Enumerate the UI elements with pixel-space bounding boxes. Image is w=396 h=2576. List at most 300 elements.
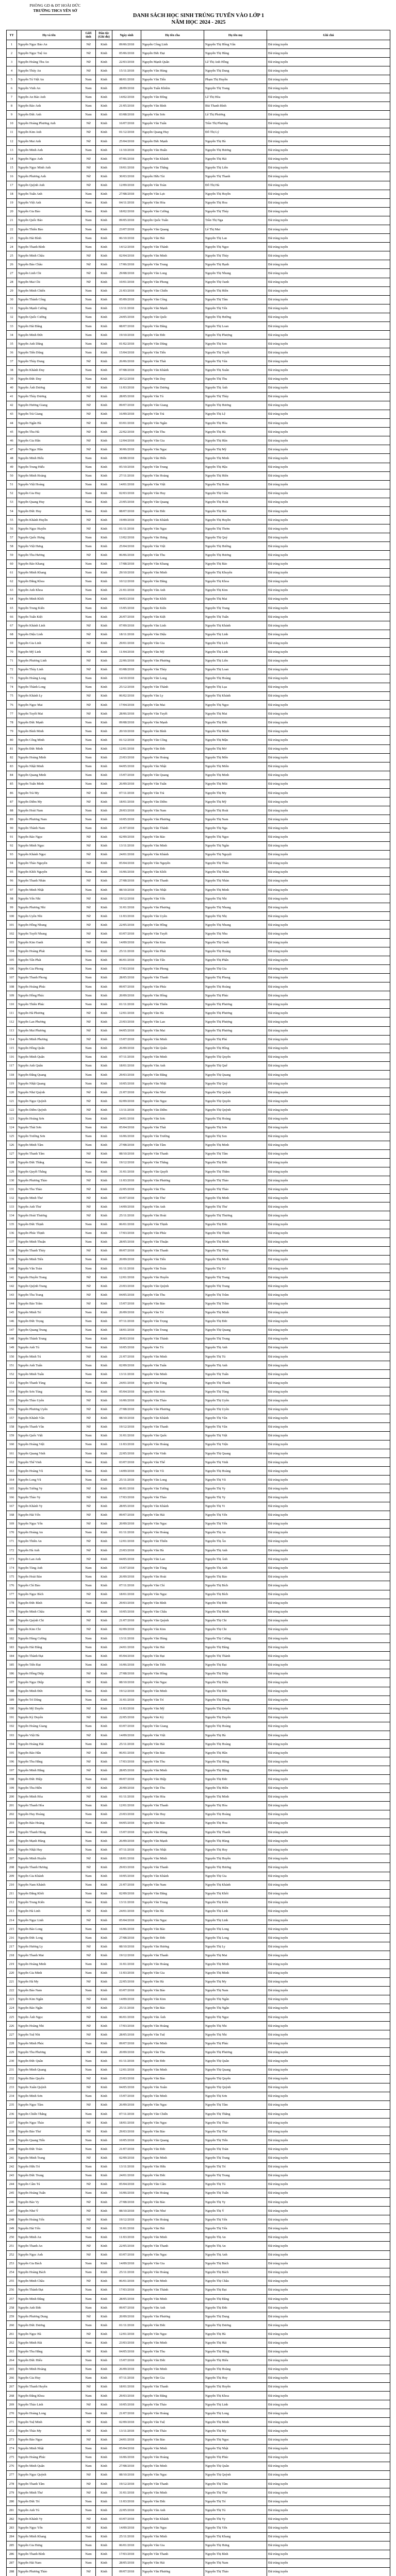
table-row [7,1158,390,1167]
cell-student-name: Nguyễn Phương Linh [17,656,81,665]
cell-ethnicity: Kinh [96,2506,112,2515]
cell-index: 4 [7,66,17,75]
cell-birthdate: 30/03/2018 [112,172,141,181]
cell-ethnicity: Kinh [96,2330,112,2338]
cell-gender: Nam [81,1114,96,1123]
table-row [7,568,390,577]
cell-mother-name: Nguyễn Thị Hải [204,2338,267,2347]
cell-birthdate: 17/03/2018 [112,1229,141,1238]
cell-mother-name: Nguyễn Thị Anh [204,2250,267,2259]
cell-birthdate: 15/07/2018 [112,1035,141,1044]
cell-mother-name: Nguyễn Thị Mến [204,753,267,762]
cell-index: 51 [7,480,17,489]
cell-birthdate: 02/09/2018 [112,833,141,841]
cell-birthdate: 07/08/2018 [112,366,141,375]
cell-note: Đã trúng tuyển [267,1757,390,1766]
cell-gender: Nam [81,2462,96,2470]
cell-gender: Nam [81,1934,96,1942]
cell-ethnicity: Kinh [96,2532,112,2541]
cell-birthdate: 13/11/2018 [112,1370,141,1379]
cell-index: 226 [7,2022,17,2030]
cell-father-name: Nguyễn Văn Hồng [141,1669,204,1678]
cell-gender: Nữ [81,841,96,850]
cell-note: Đã trúng tuyển [267,604,390,613]
cell-mother-name: Nguyễn Thị My [204,788,267,797]
table-row [7,2523,390,2532]
cell-student-name: Nguyễn Thanh An [17,2242,81,2250]
cell-note: Đã trúng tuyển [267,2321,390,2330]
cell-ethnicity: Kinh [96,1291,112,1299]
cell-student-name: Nguyễn Tuấn Anh [17,190,81,198]
cell-student-name: Nguyễn Thanh Vân [17,1422,81,1431]
cell-index: 2 [7,49,17,58]
cell-note: Đã trúng tuyển [267,2215,390,2224]
cell-ethnicity: Kinh [96,2392,112,2400]
cell-student-name: Nguyễn Hoàng Vũ [17,1467,81,1476]
cell-note: Đã trúng tuyển [267,489,390,498]
cell-father-name: Nguyễn Văn Hoàng [141,471,204,480]
cell-index: 177 [7,1590,17,1599]
cell-student-name: Nguyễn Thiên An [17,1537,81,1546]
cell-birthdate: 18/08/2018 [112,454,141,463]
cell-mother-name: Nguyễn Thị Mùi [204,779,267,788]
cell-father-name: Nguyễn Văn Minh [141,1352,204,1361]
cell-ethnicity: Kinh [96,322,112,331]
cell-index: 87 [7,798,17,806]
cell-birthdate: 23/03/2018 [112,1282,141,1291]
cell-ethnicity: Kinh [96,2092,112,2100]
cell-index: 111 [7,1009,17,1018]
cell-index: 146 [7,1317,17,1326]
cell-student-name: Nguyễn Hà Linh [17,1907,81,1916]
cell-student-name: Nguyễn Minh Đức [17,331,81,340]
table-row [7,357,390,366]
cell-student-name: Nguyễn Minh Tuấn [17,1370,81,1379]
cell-gender: Nam [81,982,96,991]
cell-note: Đã trúng tuyển [267,2013,390,2022]
cell-note: Đã trúng tuyển [267,1229,390,1238]
cell-ethnicity: Kinh [96,101,112,110]
cell-father-name: Nguyễn Văn Bảo [141,1749,204,1757]
table-row [7,1863,390,1872]
cell-mother-name: Nguyễn Thị Oanh [204,938,267,947]
cell-gender: Nam [81,1872,96,1880]
cell-birthdate: 27/08/2018 [112,2462,141,2470]
cell-student-name: Nguyễn Thanh Tùng [17,1379,81,1387]
cell-gender: Nữ [81,709,96,718]
header-underline [40,14,71,15]
cell-student-name: Nguyễn Minh Hiếu [17,454,81,463]
cell-index: 98 [7,894,17,903]
cell-mother-name: Trần Thị Nga [204,216,267,225]
cell-gender: Nữ [81,903,96,912]
col-header-note: Ghi chú [267,30,390,40]
cell-mother-name: Nguyễn Thị Loan [204,322,267,331]
cell-mother-name: Nguyễn Thị Tú [204,1352,267,1361]
cell-note: Đã trúng tuyển [267,2048,390,2057]
cell-birthdate: 18/01/2018 [112,1061,141,1070]
cell-ethnicity: Kinh [96,2497,112,2506]
cell-birthdate: 19/12/2018 [112,2479,141,2488]
col-header-mother: Họ tên mẹ [204,30,267,40]
cell-note: Đã trúng tuyển [267,709,390,718]
table-row [7,1889,390,1898]
cell-father-name: Nguyễn Công Linh [141,40,204,49]
cell-note: Đã trúng tuyển [267,1370,390,1379]
cell-birthdate: 17/03/2018 [112,2022,141,2030]
cell-note: Đã trúng tuyển [267,1564,390,1572]
cell-ethnicity: Kinh [96,1422,112,1431]
cell-note: Đã trúng tuyển [267,2259,390,2268]
table-row [7,921,390,929]
cell-mother-name: Nguyễn Thị Hoàng [204,1114,267,1123]
cell-index: 90 [7,824,17,833]
cell-note: Đã trúng tuyển [267,1405,390,1414]
cell-note: Đã trúng tuyển [267,58,390,66]
cell-mother-name: Nguyễn Thị Thảo [204,1185,267,1194]
cell-index: 1 [7,40,17,49]
table-row [7,1493,390,1502]
cell-birthdate: 11/03/2018 [112,1440,141,1449]
cell-note: Đã trúng tuyển [267,2392,390,2400]
cell-gender: Nữ [81,260,96,269]
cell-father-name: Nguyễn Văn Mai [141,701,204,709]
cell-mother-name: Nguyễn Thị Bích [204,1590,267,1599]
cell-ethnicity: Kinh [96,1035,112,1044]
table-row [7,2374,390,2382]
cell-index: 39 [7,375,17,383]
cell-student-name: Nguyễn Mỹ Linh [17,648,81,656]
cell-ethnicity: Kinh [96,621,112,630]
cell-student-name: Nguyễn Ngọc Huyền [17,524,81,533]
cell-gender: Nữ [81,1995,96,2004]
cell-gender: Nam [81,1238,96,1246]
cell-mother-name: Nguyễn Thị Tuấn [204,613,267,621]
table-row [7,1026,390,1035]
cell-father-name: Nguyễn Văn Kim [141,1995,204,2004]
cell-note: Đã trúng tuyển [267,542,390,551]
cell-birthdate: 09/07/2018 [112,1775,141,1784]
cell-mother-name: Nguyễn Thị Hoàng [204,1810,267,1819]
cell-mother-name: Nguyễn Thị Tùng [204,1387,267,1396]
cell-father-name: Nguyễn Văn Mai [141,1026,204,1035]
cell-mother-name: Nguyễn Thị Hoài [204,806,267,815]
cell-note: Đã trúng tuyển [267,1907,390,1916]
cell-ethnicity: Kinh [96,1211,112,1220]
cell-mother-name: Nguyễn Thị Đăng [204,2295,267,2303]
cell-gender: Nữ [81,1202,96,1211]
cell-index: 44 [7,419,17,428]
cell-father-name: Nguyễn Văn Quang [141,225,204,233]
cell-index: 147 [7,1326,17,1334]
cell-student-name: Nguyễn Bảo Khang [17,560,81,568]
cell-ethnicity: Kinh [96,1740,112,1749]
cell-mother-name: Nguyễn Thị Quang [204,1070,267,1079]
cell-student-name: Nguyễn Khánh Ngọc [17,850,81,859]
cell-birthdate: 31/01/2018 [112,1696,141,1704]
cell-index: 245 [7,2189,17,2197]
cell-father-name: Nguyễn Văn Khánh [141,850,204,859]
cell-index: 14 [7,155,17,163]
cell-father-name: Nguyễn Văn Đăng [141,322,204,331]
cell-gender: Nữ [81,516,96,524]
cell-student-name: Nguyễn Thu Hiền [17,1784,81,1792]
table-row [7,40,390,49]
cell-birthdate: 25/11/2018 [112,2004,141,2012]
cell-mother-name: Nguyễn Thị Sơn [204,1123,267,1132]
cell-father-name: Nguyễn Văn Bảo [141,1819,204,1827]
cell-mother-name: Lê Thị Anh Hồng [204,58,267,66]
cell-gender: Nữ [81,1396,96,1405]
cell-father-name: Nguyễn Văn Tùng [141,1379,204,1387]
cell-note: Đã trúng tuyển [267,1202,390,1211]
cell-gender: Nữ [81,1246,96,1255]
cell-index: 225 [7,2013,17,2022]
cell-gender: Nam [81,216,96,225]
cell-gender: Nữ [81,2215,96,2224]
cell-father-name: Nguyễn Văn Thanh [141,2479,204,2488]
cell-mother-name: Nguyễn Thị Diệp [204,1669,267,1678]
cell-father-name: Nguyễn Văn Thanh [141,973,204,982]
cell-index: 8 [7,101,17,110]
cell-ethnicity: Kinh [96,551,112,560]
table-row [7,2382,390,2391]
cell-ethnicity: Kinh [96,595,112,603]
table-row [7,595,390,603]
cell-index: 179 [7,1607,17,1616]
cell-father-name: Nguyễn Đức Mạnh [141,137,204,146]
cell-gender: Nữ [81,2435,96,2444]
table-row [7,2532,390,2541]
cell-gender: Nữ [81,524,96,533]
cell-mother-name: Nguyễn Thị Minh [204,1960,267,1969]
cell-mother-name: Nguyễn Thị Hoàng [204,982,267,991]
table-row [7,1343,390,1352]
cell-gender: Nam [81,973,96,982]
cell-gender: Nam [81,1986,96,1995]
table-row [7,331,390,340]
cell-father-name: Nguyễn Văn Phương [141,815,204,824]
cell-index: 161 [7,1449,17,1458]
cell-index: 118 [7,1070,17,1079]
cell-gender: Nữ [81,1713,96,1722]
cell-index: 178 [7,1599,17,1607]
cell-ethnicity: Kinh [96,1784,112,1792]
cell-mother-name: Nguyễn Thị Thu [204,375,267,383]
cell-birthdate: 22/05/2018 [112,1713,141,1722]
cell-birthdate: 28/05/2018 [112,1766,141,1775]
cell-student-name: Nguyễn Sơn Tùng [17,1387,81,1396]
cell-father-name: Nguyễn Văn Khánh [141,1872,204,1880]
cell-student-name: Nguyễn Minh Ngọc [17,841,81,850]
cell-student-name: Nguyễn Thu Trang [17,1291,81,1299]
cell-birthdate: 22/05/2018 [112,1977,141,1986]
cell-index: 13 [7,146,17,155]
cell-ethnicity: Kinh [96,2057,112,2065]
cell-father-name: Nguyễn Văn Minh [141,2154,204,2162]
cell-mother-name: Nguyễn Thị Quỳnh [204,1106,267,1114]
cell-index: 107 [7,973,17,982]
cell-birthdate: 13/11/2018 [112,1634,141,1642]
cell-father-name: Nguyễn Văn Minh [141,1854,204,1863]
cell-gender: Nữ [81,419,96,428]
cell-index: 95 [7,868,17,876]
cell-note: Đã trúng tuyển [267,1079,390,1088]
cell-mother-name: Nguyễn Thị Hoa [204,198,267,207]
cell-index: 271 [7,2418,17,2427]
cell-birthdate: 29/08/2018 [112,269,141,278]
cell-birthdate: 07/11/2018 [112,1581,141,1590]
cell-birthdate: 23/03/2018 [112,2338,141,2347]
cell-mother-name: Nguyễn Thị Hòa [204,1801,267,1810]
cell-student-name: Nguyễn Quỳnh Anh [17,181,81,190]
cell-father-name: Nguyễn Văn Long [141,269,204,278]
cell-index: 69 [7,639,17,648]
cell-father-name: Nguyễn Văn Mỹ [141,648,204,656]
cell-birthdate: 06/01/2018 [112,2541,141,2550]
table-row [7,1740,390,1749]
cell-student-name: Nguyễn Hoàng Nhi [17,2022,81,2030]
cell-birthdate: 23/03/2018 [112,753,141,762]
table-row [7,2515,390,2523]
cell-birthdate: 26/09/2018 [112,779,141,788]
cell-note: Đã trúng tuyển [267,1977,390,1986]
cell-ethnicity: Kinh [96,198,112,207]
cell-ethnicity: Kinh [96,1599,112,1607]
cell-student-name: Nguyễn Hồng Quân [17,1044,81,1053]
table-row [7,454,390,463]
cell-ethnicity: Kinh [96,648,112,656]
cell-ethnicity: Kinh [96,1995,112,2004]
cell-mother-name: Nguyễn Thị Vy [204,2197,267,2206]
cell-student-name: Nguyễn Ánh Ngọc [17,2013,81,2022]
cell-gender: Nữ [81,648,96,656]
cell-mother-name: Đỗ Thị Lý [204,128,267,137]
table-row [7,876,390,885]
cell-note: Đã trúng tuyển [267,1238,390,1246]
cell-note: Đã trúng tuyển [267,806,390,815]
cell-ethnicity: Kinh [96,2312,112,2321]
col-header-index: TT [7,30,17,40]
cell-student-name: Nguyễn Tuyết Nhung [17,929,81,938]
cell-gender: Nữ [81,929,96,938]
cell-student-name: Nguyễn Minh Quang [17,2065,81,2074]
cell-birthdate: 16/06/2018 [112,868,141,876]
cell-gender: Nữ [81,1907,96,1916]
cell-student-name: Nguyễn Thu Thảo [17,1185,81,1194]
cell-ethnicity: Kinh [96,1220,112,1229]
table-row [7,2022,390,2030]
cell-mother-name: Nguyễn Thị Đức [204,2303,267,2312]
cell-mother-name: Nguyễn Thị Hoàng [204,1467,267,1476]
cell-index: 246 [7,2197,17,2206]
cell-ethnicity: Kinh [96,516,112,524]
cell-note: Đã trúng tuyển [267,2083,390,2092]
cell-student-name: Nguyễn Gia Phong [17,964,81,973]
cell-ethnicity: Kinh [96,533,112,542]
cell-mother-name: Nguyễn Thị Minh [204,1308,267,1317]
cell-birthdate: 09/06/2018 [112,40,141,49]
cell-index: 104 [7,947,17,956]
cell-note: Đã trúng tuyển [267,744,390,753]
cell-gender: Nữ [81,1211,96,1220]
table-row [7,1942,390,1951]
cell-birthdate: 14/09/2018 [112,1731,141,1740]
cell-student-name: Nguyễn Thế Vinh [17,1458,81,1467]
cell-father-name: Nguyễn Văn Đức [141,2145,204,2154]
cell-note: Đã trúng tuyển [267,1431,390,1440]
table-row [7,841,390,850]
cell-note: Đã trúng tuyển [267,1519,390,1528]
table-row [7,75,390,84]
cell-index: 127 [7,1149,17,1158]
cell-ethnicity: Kinh [96,1273,112,1282]
table-row [7,779,390,788]
cell-note: Đã trúng tuyển [267,886,390,894]
table-row [7,665,390,674]
cell-father-name: Nguyễn Văn Như [141,1088,204,1097]
cell-index: 16 [7,172,17,181]
cell-gender: Nữ [81,278,96,286]
table-row [7,516,390,524]
cell-note: Đã trúng tuyển [267,1291,390,1299]
cell-birthdate: 26/09/2018 [112,1837,141,1845]
table-row [7,1273,390,1282]
cell-mother-name: Nguyễn Thị Phúc [204,991,267,1000]
school-name: TRƯỜNG THCS YÊN SỞ [33,8,77,13]
cell-birthdate: 19/12/2018 [112,1422,141,1431]
cell-student-name: Nguyễn Quốc Hưng [17,533,81,542]
cell-student-name: Nguyễn Thanh Hùng [17,1828,81,1837]
cell-ethnicity: Kinh [96,2295,112,2303]
cell-gender: Nữ [81,850,96,859]
cell-mother-name: Nguyễn Thị Phú [204,1035,267,1044]
table-row [7,2444,390,2453]
cell-gender: Nam [81,1801,96,1810]
cell-gender: Nữ [81,1484,96,1493]
cell-birthdate: 16/06/2018 [112,1925,141,1934]
cell-mother-name: Nguyễn Thị Lệ [204,410,267,418]
cell-student-name: Nguyễn Hoàng Phúc [17,2453,81,2462]
cell-index: 279 [7,2488,17,2497]
cell-student-name: Nguyễn Hoài Bảo [17,1572,81,1581]
cell-ethnicity: Kinh [96,691,112,700]
cell-index: 204 [7,1828,17,1837]
table-row [7,1995,390,2004]
cell-student-name: Nguyễn Phương Uyên [17,1405,81,1414]
cell-gender: Nam [81,1308,96,1317]
cell-mother-name: Nguyễn Thị Minh [204,1238,267,1246]
cell-ethnicity: Kinh [96,1934,112,1942]
table-row [7,1088,390,1097]
table-row [7,1880,390,1889]
cell-gender: Nữ [81,1678,96,1687]
cell-note: Đã trúng tuyển [267,1731,390,1740]
cell-index: 113 [7,1026,17,1035]
table-row [7,2100,390,2109]
cell-gender: Nam [81,1687,96,1696]
cell-gender: Nam [81,1722,96,1731]
cell-gender: Nam [81,1141,96,1149]
cell-gender: Nữ [81,665,96,674]
cell-ethnicity: Kinh [96,1775,112,1784]
cell-gender: Nam [81,506,96,515]
cell-father-name: Nguyễn Văn Ngọc [141,445,204,454]
cell-ethnicity: Kinh [96,753,112,762]
cell-father-name: Nguyễn Văn Châu [141,1607,204,1616]
table-row [7,1616,390,1625]
cell-note: Đã trúng tuyển [267,613,390,621]
